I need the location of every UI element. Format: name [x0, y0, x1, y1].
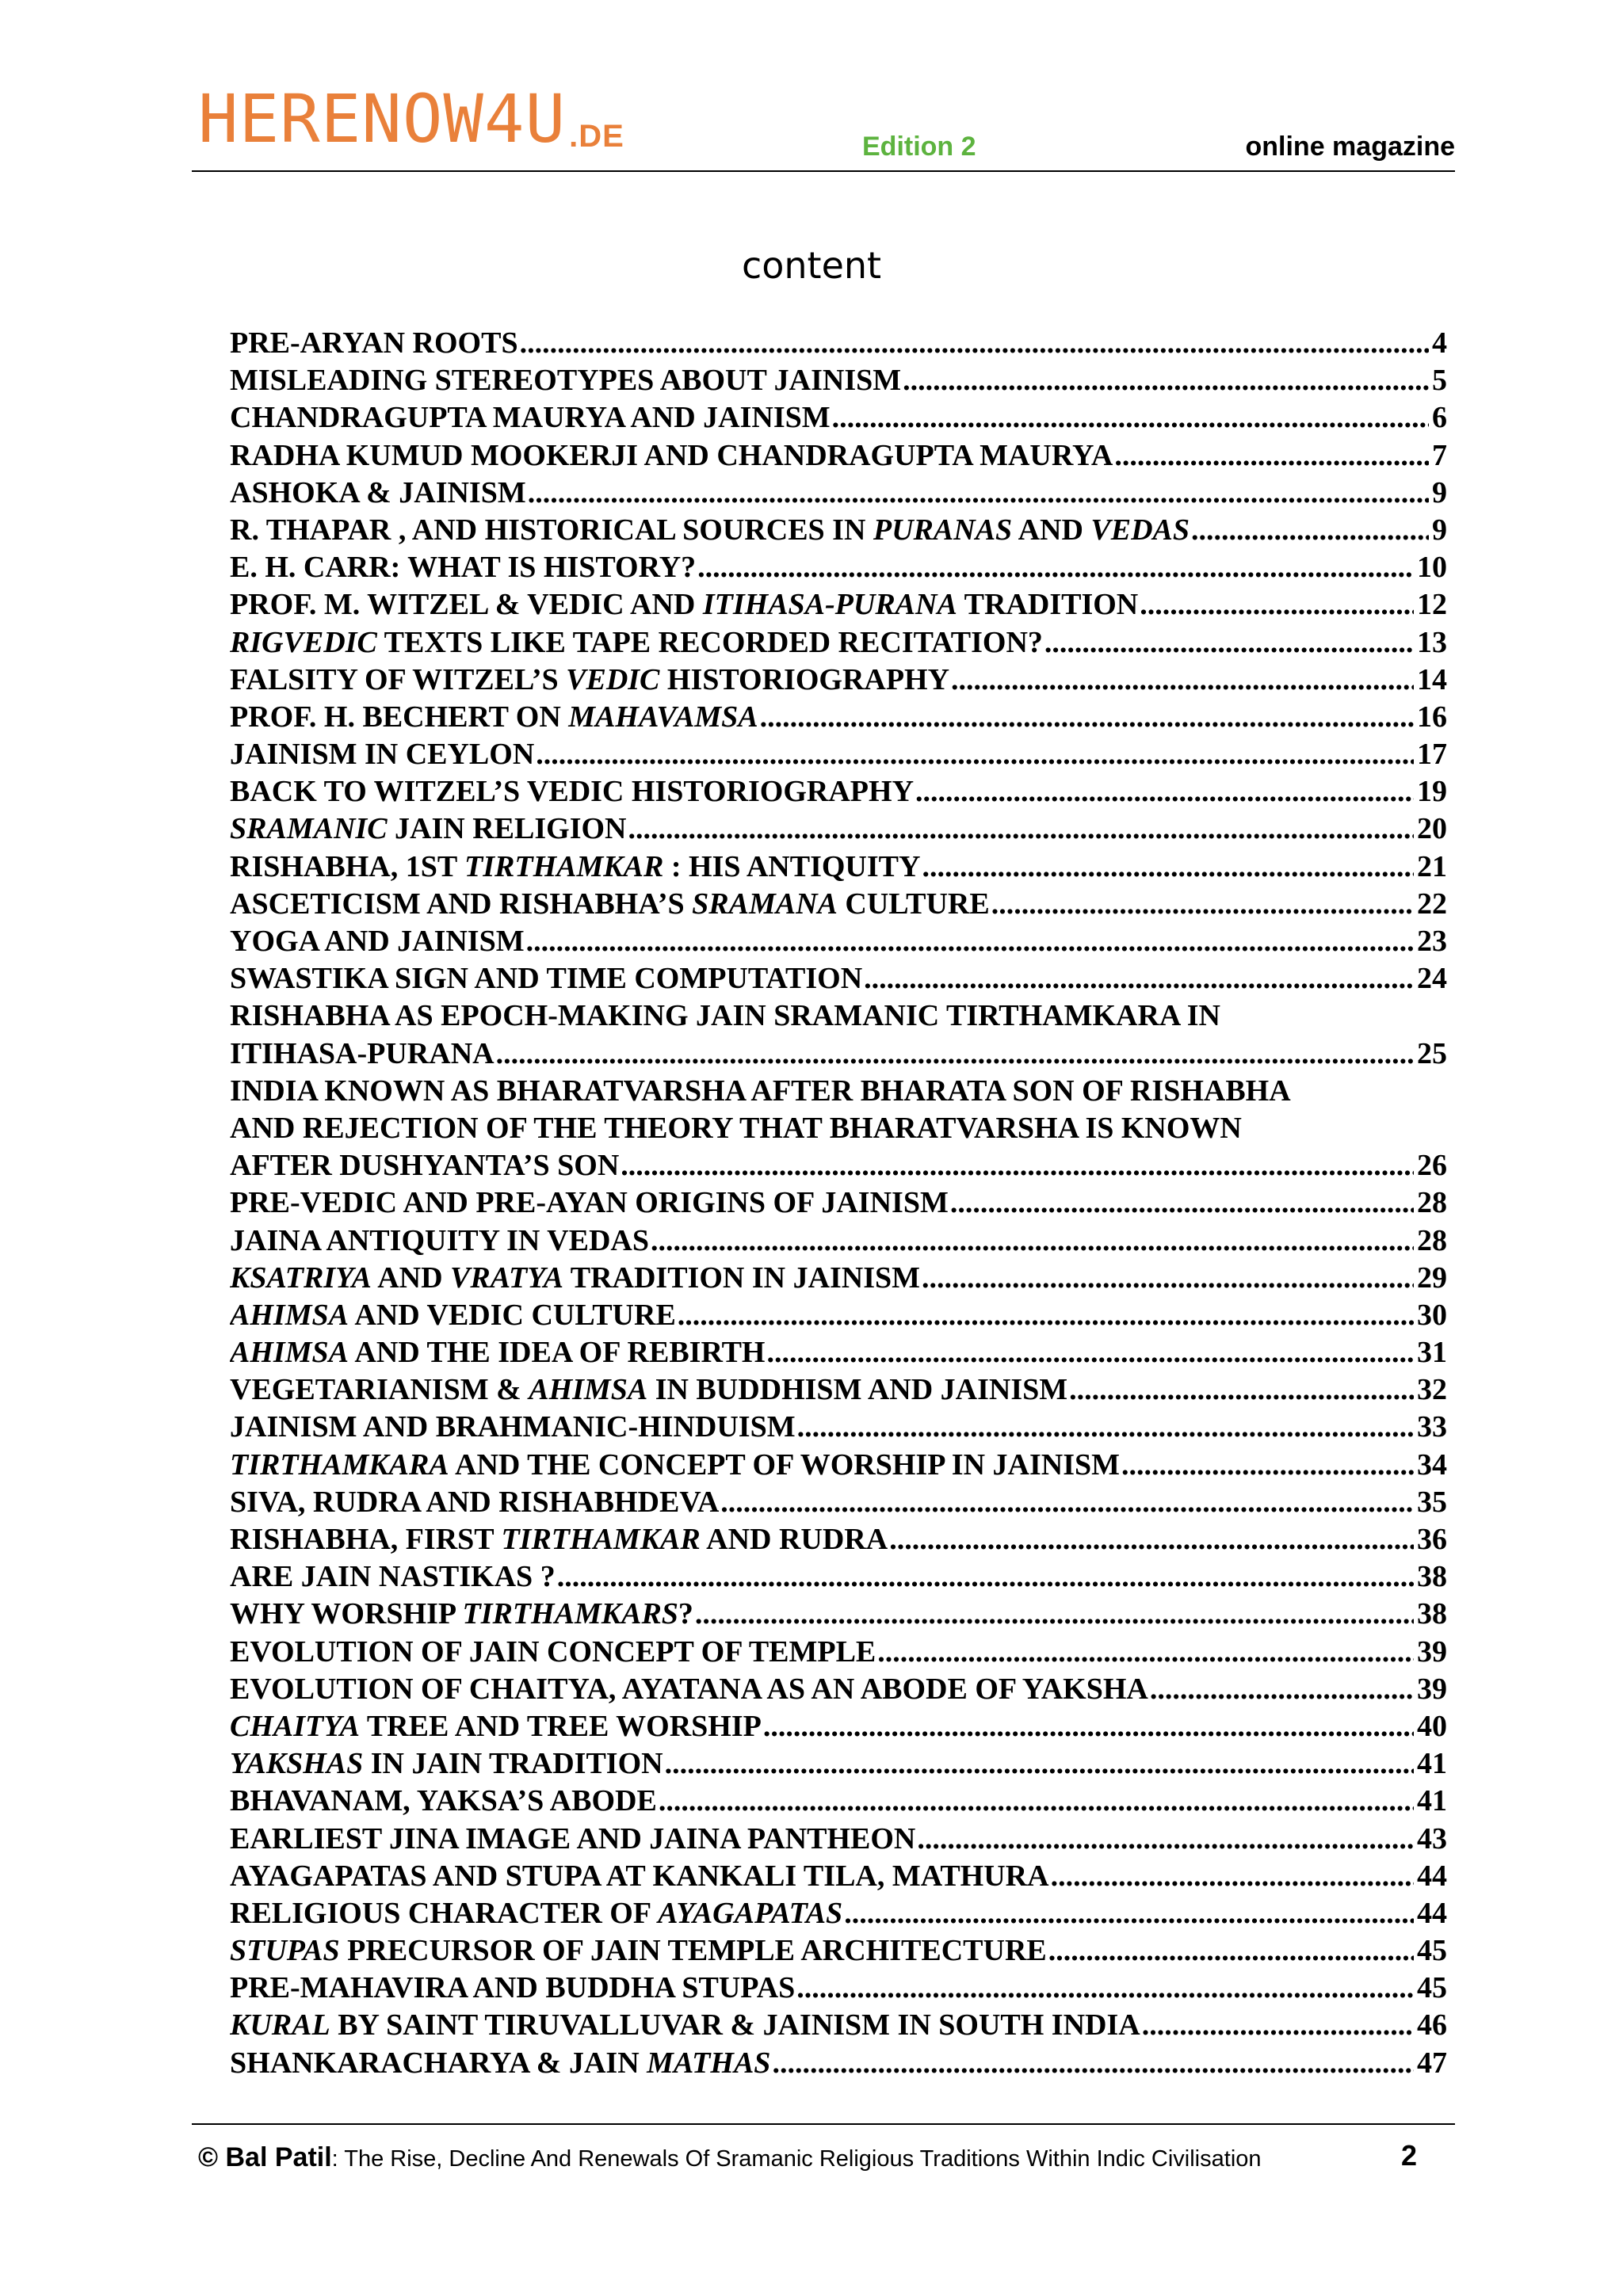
toc-leader-dots: [651, 1222, 1414, 1260]
toc-entry-page: 44: [1417, 1859, 1447, 1893]
toc-entry-page: 36: [1417, 1523, 1447, 1556]
toc-entry-page: 44: [1417, 1896, 1447, 1930]
toc-entry-page: 41: [1417, 1747, 1447, 1781]
toc-entry-page: 35: [1417, 1485, 1447, 1519]
toc-entry-page: 38: [1417, 1597, 1447, 1631]
toc-entry-title: FALSITY OF WITZEL’S VEDIC HISTORIOGRAPHY: [230, 662, 950, 696]
toc-entry-page: 39: [1417, 1634, 1447, 1669]
toc-entry-title: BHAVANAM, YAKSA’S ABODE: [230, 1784, 657, 1818]
toc-leader-dots: [496, 1035, 1414, 1073]
toc-entry[interactable]: [230, 1558, 1447, 1596]
toc-entry-page: 9: [1432, 475, 1447, 509]
page-header: [192, 79, 1455, 172]
toc-leader-dots: [1191, 512, 1429, 549]
toc-leader-dots: [1048, 1932, 1414, 1970]
herenow4u-logo[interactable]: [198, 80, 624, 158]
toc-leader-dots: [917, 1821, 1414, 1858]
toc-entry-title: ASCETICISM AND RISHABHA’S SRAMANA CULTURE: [230, 887, 990, 921]
toc-entry-title: R. THAPAR , AND HISTORICAL SOURCES IN PURANAS AND VEDAS: [230, 513, 1190, 547]
toc-entry[interactable]: [230, 1708, 1447, 1745]
toc-entry-page: 29: [1417, 1261, 1447, 1295]
toc-entry-title: PROF. H. BECHERT ON MAHAVAMSA: [230, 700, 758, 734]
toc-entry-page: 32: [1417, 1373, 1447, 1407]
toc-leader-dots: [678, 1297, 1414, 1334]
toc-leader-dots: [991, 886, 1414, 923]
toc-leader-dots: [889, 1521, 1414, 1558]
toc-leader-dots: [528, 475, 1429, 512]
toc-entry-line[interactable]: AND REJECTION OF THE THEORY THAT BHARATVARSHA IS KNOWN: [230, 1111, 1242, 1145]
toc-entry-title: ITIHASA-PURANA: [230, 1036, 495, 1070]
toc-entry-title: E. H. CARR: WHAT IS HISTORY?: [230, 551, 697, 585]
toc-entry[interactable]: [230, 1596, 1447, 1633]
toc-entry-page: 14: [1417, 662, 1447, 696]
toc-entry-title: RISHABHA, FIRST TIRTHAMKAR AND RUDRA: [230, 1523, 888, 1556]
toc-entry-title: SHANKARACHARYA & JAIN MATHAS: [230, 2046, 771, 2080]
toc-entry-title: WHY WORSHIP TIRTHAMKARS?: [230, 1597, 693, 1631]
toc-leader-dots: [697, 549, 1414, 586]
toc-entry[interactable]: [230, 1409, 1447, 1446]
toc-entry-page: 17: [1417, 738, 1447, 772]
toc-entry-title: YAKSHAS IN JAIN TRADITION: [230, 1747, 663, 1781]
toc-leader-dots: [915, 773, 1414, 810]
toc-entry-page: 13: [1417, 625, 1447, 659]
toc-entry-title: PROF. M. WITZEL & VEDIC AND ITIHASA-PURANA TRADITION: [230, 588, 1139, 622]
toc-entry-title: YOGA AND JAINISM: [230, 925, 525, 958]
toc-entry-page: 40: [1417, 1709, 1447, 1743]
toc-entry[interactable]: [230, 1671, 1447, 1708]
toc-entry-title: CHAITYA TREE AND TREE WORSHIP: [230, 1709, 762, 1743]
toc-entry[interactable]: [230, 699, 1447, 736]
toc-leader-dots: [628, 810, 1415, 848]
toc-entry-title: PRE-VEDIC AND PRE-AYAN ORIGINS OF JAINISM: [230, 1186, 949, 1220]
toc-leader-dots: [1044, 624, 1414, 662]
toc-entry-title: KSATRIYA AND VRATYA TRADITION IN JAINISM: [230, 1261, 921, 1295]
toc-leader-dots: [763, 1708, 1414, 1745]
toc-entry-page: 45: [1417, 1971, 1447, 2005]
toc-entry-page: 21: [1417, 849, 1447, 883]
toc-leader-dots: [922, 1260, 1414, 1297]
toc-entry-title: JAINISM IN CEYLON: [230, 738, 535, 772]
toc-entry-page: 20: [1417, 812, 1447, 846]
toc-entry-line[interactable]: INDIA KNOWN AS BHARATVARSHA AFTER BHARATA SON OF RISHABHA: [230, 1074, 1291, 1108]
toc-entry-title: JAINISM AND BRAHMANIC-HINDUISM: [230, 1410, 796, 1444]
toc-entry-title: RADHA KUMUD MOOKERJI AND CHANDRAGUPTA MAURYA: [230, 438, 1113, 472]
toc-entry[interactable]: [230, 1371, 1447, 1409]
toc-leader-dots: [621, 1147, 1414, 1184]
toc-leader-dots: [1114, 437, 1429, 475]
toc-entry[interactable]: [230, 1334, 1447, 1371]
toc-entry-page: 47: [1417, 2046, 1447, 2080]
toc-entry[interactable]: [230, 1858, 1447, 1895]
toc-entry-title: ARE JAIN NASTIKAS ?: [230, 1560, 556, 1594]
toc-leader-dots: [922, 849, 1414, 886]
toc-entry-title: PRE-MAHAVIRA AND BUDDHA STUPAS: [230, 1971, 796, 2005]
toc-entry-title: MISLEADING STEREOTYPES ABOUT JAINISM: [230, 364, 902, 398]
toc-entry[interactable]: [230, 549, 1447, 586]
toc-leader-dots: [766, 1334, 1414, 1371]
toc-leader-dots: [1051, 1858, 1414, 1895]
toc-leader-dots: [903, 362, 1429, 399]
toc-entry[interactable]: [230, 1484, 1447, 1521]
toc-entry-page: 25: [1417, 1036, 1447, 1070]
toc-entry[interactable]: [230, 325, 1447, 362]
toc-leader-dots: [695, 1596, 1414, 1633]
toc-entry[interactable]: [230, 1521, 1447, 1558]
toc-entry[interactable]: [230, 1222, 1447, 1260]
footer-book-title: : The Rise, Decline And Renewals Of Sramanic Religious Traditions Within Indic Civilisation: [331, 2146, 1262, 2172]
toc-entry-title: CHANDRAGUPTA MAURYA AND JAINISM: [230, 401, 831, 435]
toc-entry-page: 34: [1417, 1447, 1447, 1482]
toc-entry[interactable]: [230, 2007, 1447, 2044]
toc-leader-dots: [864, 960, 1414, 997]
toc-entry[interactable]: [230, 923, 1447, 960]
toc-entry[interactable]: [230, 1035, 1447, 1073]
toc-entry[interactable]: [230, 1184, 1447, 1222]
toc-leader-dots: [659, 1783, 1414, 1820]
toc-entry[interactable]: [230, 849, 1447, 886]
toc-entry-title: RELIGIOUS CHARACTER OF AYAGAPATAS: [230, 1896, 843, 1930]
toc-entry-page: 26: [1417, 1149, 1447, 1183]
toc-leader-dots: [950, 1184, 1414, 1222]
toc-entry-title: RISHABHA, 1ST TIRTHAMKAR : HIS ANTIQUITY: [230, 849, 921, 883]
toc-entry-title: AHIMSA AND THE IDEA OF REBIRTH: [230, 1336, 766, 1370]
toc-leader-dots: [796, 1970, 1414, 2007]
toc-entry-page: 23: [1417, 925, 1447, 958]
toc-entry-title: AYAGAPATAS AND STUPA AT KANKALI TILA, MATHURA: [230, 1859, 1049, 1893]
footer-copyright: © Bal Patil: [198, 2142, 332, 2172]
toc-leader-dots: [1121, 1447, 1414, 1484]
toc-entry[interactable]: [230, 1634, 1447, 1671]
toc-entry[interactable]: [230, 475, 1447, 512]
toc-entry-page: 24: [1417, 962, 1447, 996]
toc-entry[interactable]: [230, 1970, 1447, 2007]
toc-leader-dots: [536, 736, 1414, 773]
toc-entry[interactable]: [230, 960, 1447, 997]
toc-entry[interactable]: [230, 624, 1447, 662]
logo-suffix: .DE: [569, 119, 624, 154]
toc-entry[interactable]: [230, 1297, 1447, 1334]
toc-entry-title: VEGETARIANISM & AHIMSA IN BUDDHISM AND JAINISM: [230, 1373, 1068, 1407]
page-footer: [192, 2123, 1455, 2172]
toc-entry[interactable]: [230, 362, 1447, 399]
toc-entry[interactable]: [230, 1783, 1447, 1820]
toc-entry-title: EVOLUTION OF CHAITYA, AYATANA AS AN ABODE OF YAKSHA: [230, 1672, 1148, 1706]
toc-entry[interactable]: [230, 1932, 1447, 1970]
toc-leader-dots: [520, 325, 1429, 362]
toc-entry[interactable]: [230, 2045, 1447, 2082]
toc-entry[interactable]: [230, 886, 1447, 923]
toc-entry-page: 38: [1417, 1560, 1447, 1594]
toc-entry-page: 6: [1432, 401, 1447, 435]
toc-entry-page: 45: [1417, 1934, 1447, 1968]
toc-entry[interactable]: [230, 586, 1447, 624]
toc-entry[interactable]: [230, 662, 1447, 699]
toc-entry[interactable]: [230, 1821, 1447, 1858]
toc-leader-dots: [760, 699, 1414, 736]
magazine-label: online magazine: [1245, 132, 1455, 162]
toc-leader-dots: [797, 1409, 1414, 1446]
toc-entry[interactable]: [230, 736, 1447, 773]
toc-entry-page: 12: [1417, 588, 1447, 622]
toc-entry-page: 41: [1417, 1784, 1447, 1818]
toc-entry-title: ASHOKA & JAINISM: [230, 475, 526, 509]
toc-entry-page: 46: [1417, 2008, 1447, 2042]
toc-entry-title: JAINA ANTIQUITY IN VEDAS: [230, 1223, 649, 1257]
toc-leader-dots: [1069, 1371, 1414, 1409]
toc-leader-dots: [557, 1558, 1414, 1596]
toc-entry-page: 10: [1417, 551, 1447, 585]
toc-leader-dots: [720, 1484, 1414, 1521]
toc-leader-dots: [877, 1634, 1414, 1671]
toc-entry-page: 9: [1432, 513, 1447, 547]
toc-entry-title: SWASTIKA SIGN AND TIME COMPUTATION: [230, 962, 863, 996]
page-number: 2: [1401, 2139, 1418, 2172]
toc-entry-title: PRE-ARYAN ROOTS: [230, 326, 518, 360]
edition-label: Edition 2: [862, 132, 976, 162]
toc-entry-page: 19: [1417, 775, 1447, 809]
toc-entry-page: 43: [1417, 1821, 1447, 1855]
toc-entry-page: 7: [1432, 438, 1447, 472]
toc-entry[interactable]: [230, 1745, 1447, 1783]
toc-leader-dots: [526, 923, 1414, 960]
toc-entry[interactable]: [230, 1447, 1447, 1484]
toc-leader-dots: [832, 399, 1429, 437]
toc-entry-title: STUPAS PRECURSOR OF JAIN TEMPLE ARCHITECTURE: [230, 1934, 1047, 1968]
toc-leader-dots: [1142, 2007, 1414, 2044]
toc-entry-title: RIGVEDIC TEXTS LIKE TAPE RECORDED RECITATION?: [230, 625, 1043, 659]
toc-entry-page: 28: [1417, 1223, 1447, 1257]
toc-entry[interactable]: [230, 399, 1447, 437]
toc-entry[interactable]: [230, 512, 1447, 549]
toc-entry[interactable]: [230, 773, 1447, 810]
toc-entry-page: 39: [1417, 1672, 1447, 1706]
content-heading: content: [741, 244, 882, 287]
toc-entry-title: BACK TO WITZEL’S VEDIC HISTORIOGRAPHY: [230, 775, 915, 809]
footer-citation: [198, 2142, 1262, 2173]
toc-entry-line[interactable]: RISHABHA AS EPOCH-MAKING JAIN SRAMANIC TIRTHAMKARA IN: [230, 999, 1220, 1033]
toc-entry-title: SIVA, RUDRA AND RISHABHDEVA: [230, 1485, 720, 1519]
table-of-contents: [230, 325, 1447, 2082]
toc-entry-title: TIRTHAMKARA AND THE CONCEPT OF WORSHIP IN JAINISM: [230, 1447, 1120, 1482]
toc-entry-page: 33: [1417, 1410, 1447, 1444]
toc-entry-page: 16: [1417, 700, 1447, 734]
toc-entry[interactable]: [230, 437, 1447, 475]
toc-entry-title: EVOLUTION OF JAIN CONCEPT OF TEMPLE: [230, 1634, 876, 1669]
toc-entry-title: AHIMSA AND VEDIC CULTURE: [230, 1298, 676, 1332]
toc-entry-page: 31: [1417, 1336, 1447, 1370]
toc-entry-title: SRAMANIC JAIN RELIGION: [230, 812, 627, 846]
toc-leader-dots: [1150, 1671, 1414, 1708]
toc-entry-title: EARLIEST JINA IMAGE AND JAINA PANTHEON: [230, 1821, 916, 1855]
toc-leader-dots: [1140, 586, 1414, 624]
toc-entry[interactable]: [230, 1895, 1447, 1932]
toc-entry[interactable]: [230, 810, 1447, 848]
toc-entry-page: 22: [1417, 887, 1447, 921]
toc-entry[interactable]: [230, 1260, 1447, 1297]
toc-leader-dots: [665, 1745, 1414, 1783]
toc-entry-page: 4: [1432, 326, 1447, 360]
toc-entry-title: KURAL BY SAINT TIRUVALLUVAR & JAINISM IN SOUTH INDIA: [230, 2008, 1140, 2042]
toc-entry-page: 30: [1417, 1298, 1447, 1332]
toc-entry-page: 5: [1432, 364, 1447, 398]
toc-leader-dots: [844, 1895, 1414, 1932]
toc-entry[interactable]: [230, 1147, 1447, 1184]
toc-entry-page: 28: [1417, 1186, 1447, 1220]
toc-entry-title: AFTER DUSHYANTA’S SON: [230, 1149, 620, 1183]
toc-leader-dots: [951, 662, 1414, 699]
toc-leader-dots: [772, 2045, 1414, 2082]
logo-text: HERENOW4U: [198, 80, 567, 158]
